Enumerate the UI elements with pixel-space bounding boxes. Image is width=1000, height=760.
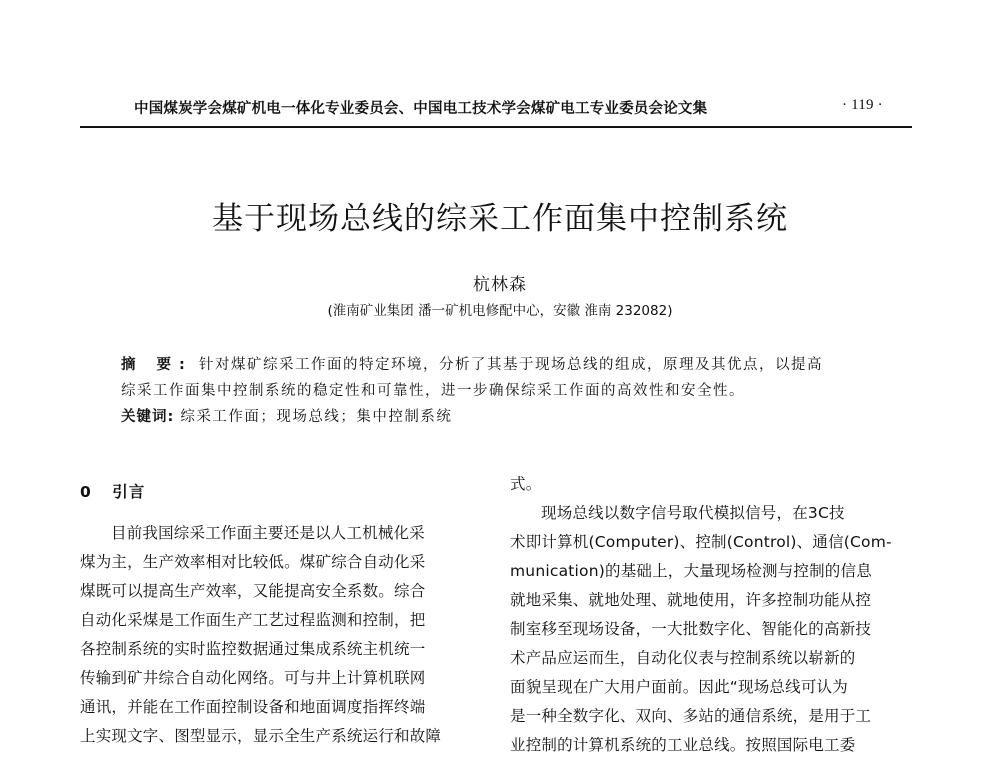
left-line-3: 煤既可以提高生产效率，又能提高安全系数。综合: [80, 582, 426, 600]
right-line-8: 面貌呈现在广大用户面前。因此“现场总线可认为: [510, 678, 848, 696]
right-line-2: 现场总线以数字信号取代模拟信号，在3C技: [541, 504, 845, 522]
left-line-6: 传输到矿井综合自动化网络。可与井上计算机联网: [80, 669, 426, 687]
section-number: 0: [80, 483, 92, 501]
right-line-7: 术产品应运而生，自动化仪表与控制系统以崭新的: [510, 649, 856, 667]
left-line-1: 目前我国综采工作面主要还是以人工机械化采: [111, 524, 426, 542]
right-line-3: 术即计算机(Computer)、控制(Control)、通信(Com-: [510, 533, 892, 551]
page-number: · 119 ·: [842, 97, 883, 113]
right-line-10: 业控制的计算机系统的工业总线。按照国际电工委: [510, 736, 856, 754]
author-affiliation: (淮南矿业集团 潘一矿机电修配中心，安徽 淮南 232082): [327, 303, 673, 319]
journal-name: 中国煤炭学会煤矿机电一体化专业委员会、中国电工技术学会煤矿电工专业委员会论文集: [134, 101, 708, 117]
keywords-line: [121, 404, 881, 430]
left-line-7: 通讯，并能在工作面控制设备和地面调度指挥终端: [80, 698, 426, 716]
running-header: [134, 97, 894, 118]
right-column: [510, 470, 910, 760]
left-line-5: 各控制系统的实时监控数据通过集成系统主机统一: [80, 640, 426, 658]
left-line-8: 上实现文字、图型显示，显示全生产系统运行和故障: [80, 727, 442, 745]
right-line-1: 式。: [510, 475, 542, 493]
right-line-6: 制室移至现场设备，一大批数字化、智能化的高新技: [510, 620, 872, 638]
abstract-line-1: [121, 352, 881, 378]
left-line-2: 煤为主，生产效率相对比较低。煤矿综合自动化采: [80, 553, 426, 571]
right-line-4: munication)的基础上，大量现场检测与控制的信息: [510, 562, 872, 580]
abstract-block: [121, 352, 881, 430]
abstract-label: 摘 要:: [121, 357, 193, 373]
abstract-text-2: 综采工作面集中控制系统的稳定性和可靠性，进一步确保综采工作面的高效性和安全性。: [121, 383, 745, 399]
abstract-text-1: 针对煤矿综采工作面的特定环境，分析了其基于现场总线的组成，原理及其优点，以提高: [198, 357, 823, 373]
section-title: 引言: [112, 483, 146, 501]
keywords-text: 综采工作面；现场总线；集中控制系统: [180, 409, 453, 425]
left-column: [80, 470, 480, 751]
paper-title: 基于现场总线的综采工作面集中控制系统: [212, 201, 788, 237]
left-line-4: 自动化采煤是工作面生产工艺过程监测和控制，把: [80, 611, 426, 629]
abstract-line-2: [121, 378, 881, 404]
author-name: 杭林森: [473, 275, 527, 295]
keywords-label: 关键词:: [121, 409, 175, 425]
right-line-9: 是一种全数字化、双向、多站的通信系统，是用于工: [510, 707, 872, 725]
right-line-5: 就地采集、就地处理、就地使用，许多控制功能从控: [510, 591, 872, 609]
header-rule: [80, 126, 912, 128]
section-heading: [80, 478, 480, 507]
